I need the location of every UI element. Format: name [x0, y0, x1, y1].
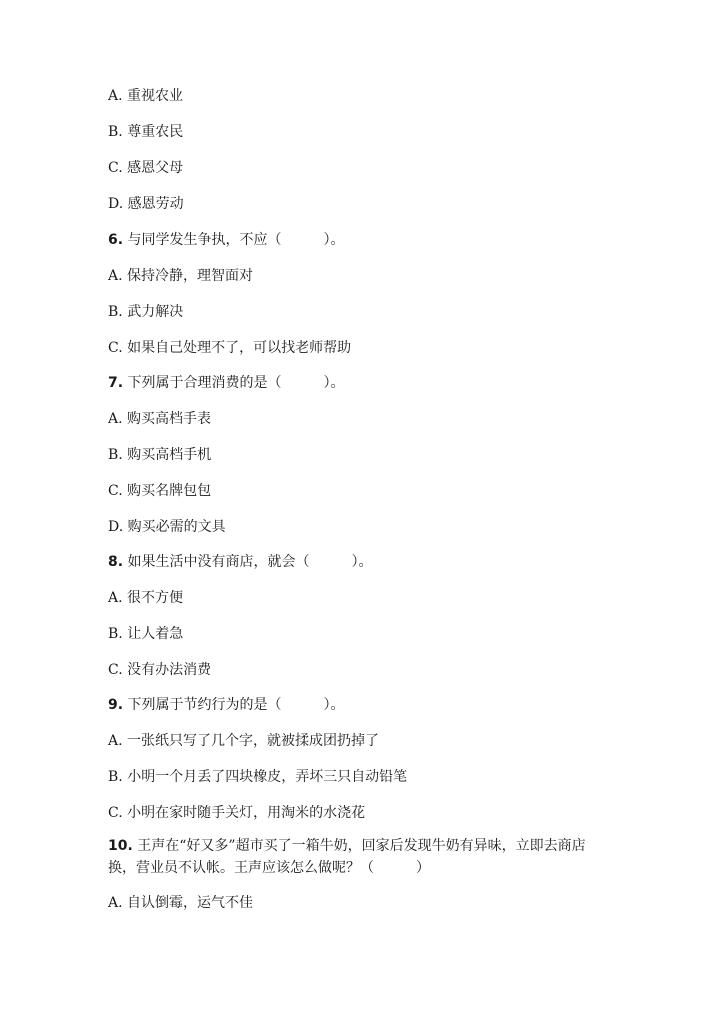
q10-option-a: A. 自认倒霉，运气不佳 [108, 895, 254, 911]
q5-option-c: C. 感恩父母 [108, 160, 184, 176]
q7-number: 7. [108, 375, 124, 391]
q7-stem: 下列属于合理消费的是（ ）。 [127, 375, 345, 391]
q6-question [108, 230, 345, 250]
q5-option-a: A. 重视农业 [108, 88, 184, 104]
q9-question [108, 695, 345, 715]
q8-question [108, 552, 373, 572]
q10-stem: 王声在“好又多”超市买了一箱牛奶，回家后发现牛奶有异味，立即去商店换，营业员不认帐。王声应该怎么做呢？（ ） [108, 838, 586, 876]
q10-number: 10. [108, 838, 133, 854]
q6-stem: 与同学发生争执，不应（ ）。 [127, 232, 345, 248]
q9-option-b: B. 小明一个月丢了四块橡皮，弄坏三只自动铅笔 [108, 769, 408, 785]
q7-option-c: C. 购买名牌包包 [108, 483, 212, 499]
q5-option-b: B. 尊重农民 [108, 124, 184, 140]
q6-option-a: A. 保持冷静，理智面对 [108, 268, 254, 284]
q8-stem: 如果生活中没有商店，就会（ ）。 [127, 554, 373, 570]
q6-number: 6. [108, 232, 124, 248]
q9-option-c: C. 小明在家时随手关灯，用淘米的水浇花 [108, 805, 366, 821]
q8-option-b: B. 让人着急 [108, 626, 184, 642]
q9-stem: 下列属于节约行为的是（ ）。 [127, 697, 345, 713]
q8-option-c: C. 没有办法消费 [108, 662, 212, 678]
q6-option-c: C. 如果自己处理不了，可以找老师帮助 [108, 340, 352, 356]
q7-option-a: A. 购买高档手表 [108, 411, 212, 427]
q5-option-d: D. 感恩劳动 [108, 196, 184, 212]
q7-question [108, 373, 345, 393]
q6-option-b: B. 武力解决 [108, 304, 184, 320]
q7-option-d: D. 购买必需的文具 [108, 519, 226, 535]
q9-option-a: A. 一张纸只写了几个字，就被揉成团扔掉了 [108, 733, 380, 749]
q9-number: 9. [108, 697, 124, 713]
q10-question [108, 835, 613, 879]
q8-number: 8. [108, 554, 124, 570]
q8-option-a: A. 很不方便 [108, 590, 184, 606]
q7-option-b: B. 购买高档手机 [108, 447, 212, 463]
